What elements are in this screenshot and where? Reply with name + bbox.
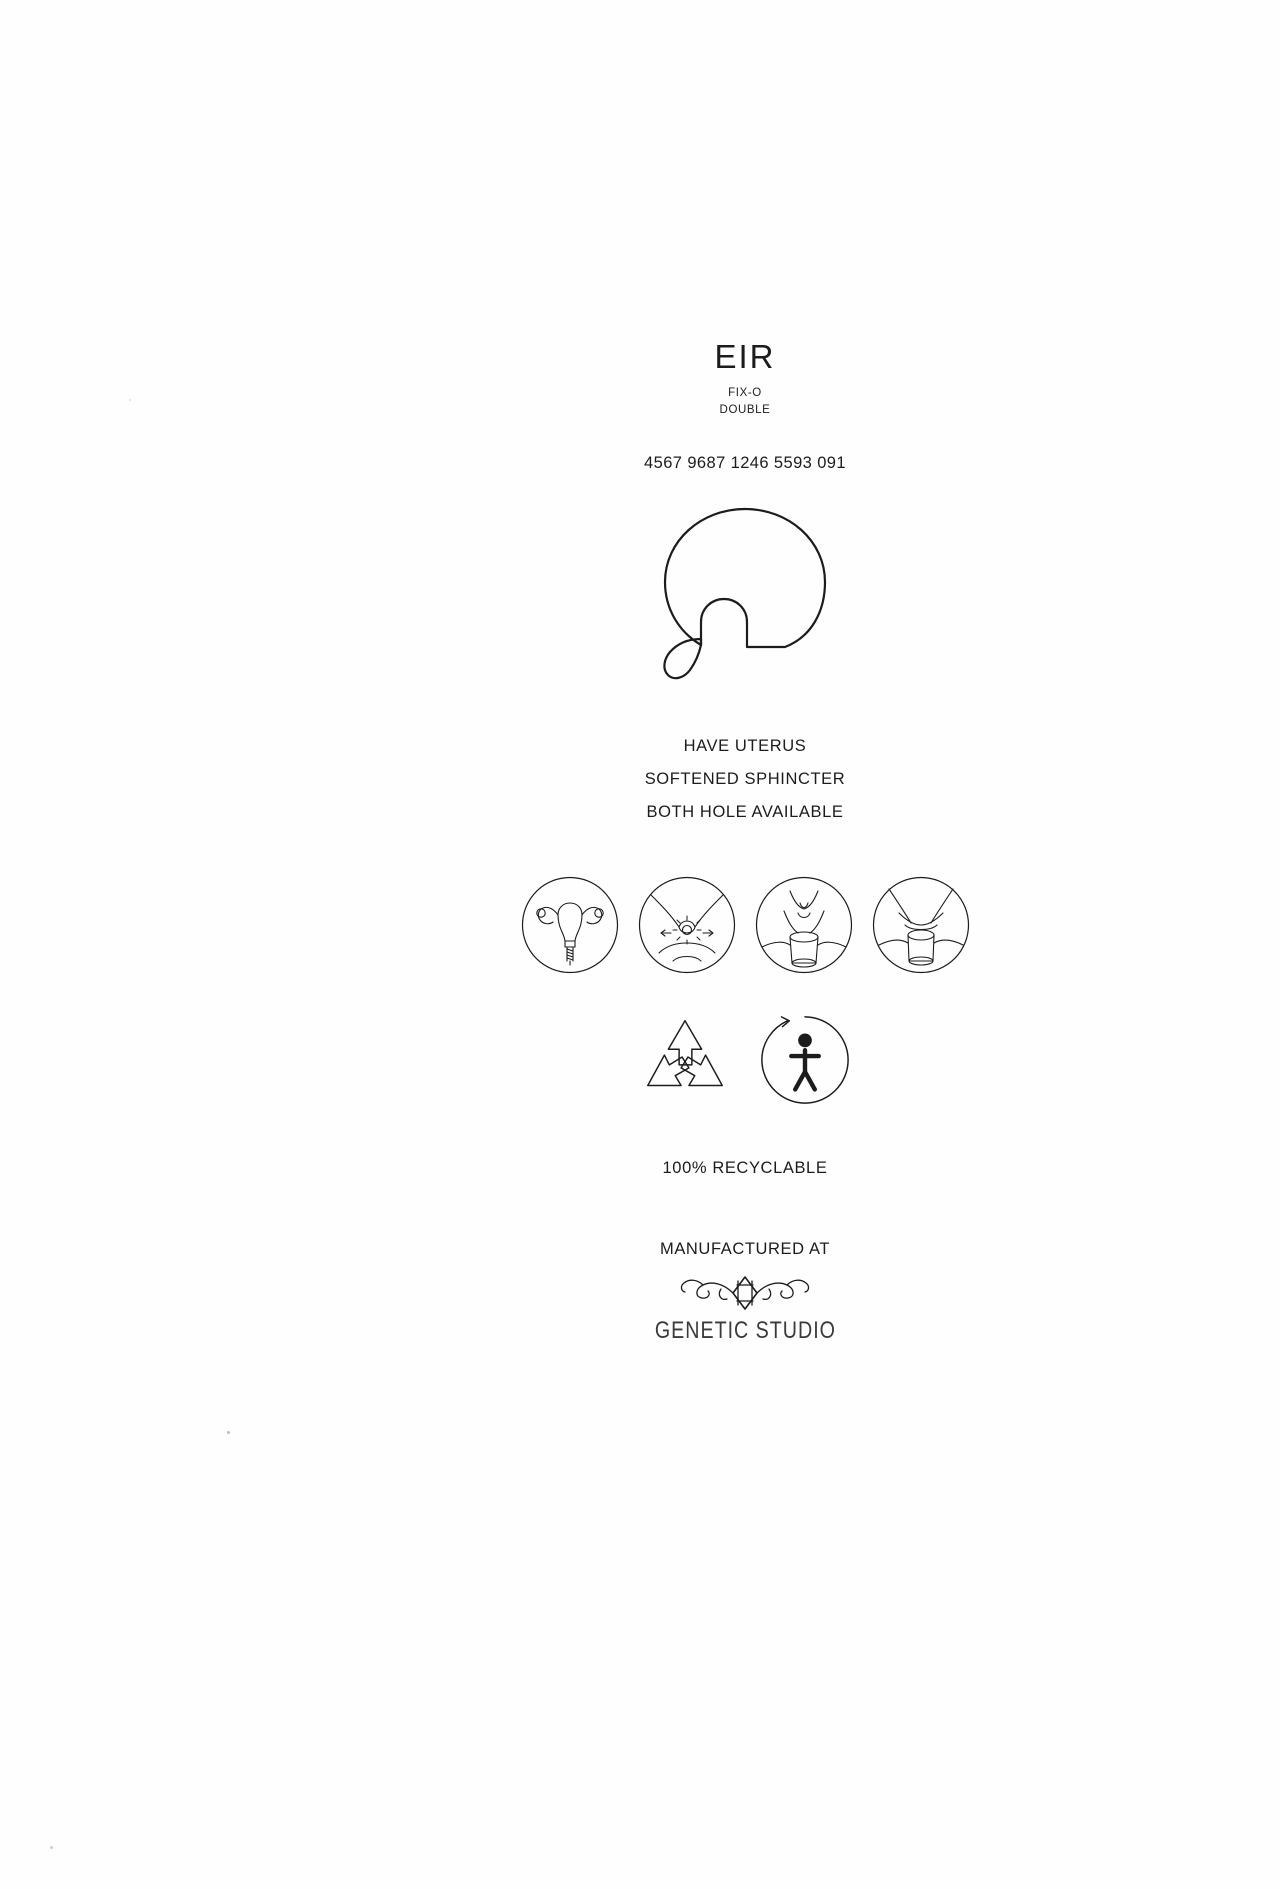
claim-item: SOFTENED SPHINCTER: [644, 770, 846, 789]
model-line-1: FIX-O: [728, 387, 762, 399]
manufactured-label: MANUFACTURED AT: [659, 1240, 831, 1259]
serial-code: 4567 9687 1246 5593 091: [644, 454, 846, 473]
feature-icon-row: [520, 875, 971, 975]
paper-speck: [129, 399, 131, 401]
paper-speck: [227, 1431, 230, 1434]
recycling-arrows-icon: [636, 1011, 734, 1109]
ornamental-flourish-icon: [675, 1271, 815, 1315]
claims-list: [645, 730, 846, 829]
brand-name: EIR: [714, 338, 776, 375]
insertion-cup-front-icon: [754, 875, 854, 975]
label-content: [520, 0, 970, 1345]
insertion-cup-rear-icon: [871, 875, 971, 975]
paper-speck: [50, 1846, 53, 1849]
symbol-row: [636, 1011, 854, 1109]
model-designation: [720, 385, 771, 418]
model-line-2: DOUBLE: [719, 403, 771, 416]
recyclable-text: 100% RECYCLABLE: [662, 1159, 828, 1178]
manufacturer-name: GENETIC STUDIO: [654, 1317, 836, 1345]
claim-item: HAVE UTERUS: [683, 737, 807, 756]
hero-uterus-silhouette-icon: [645, 503, 845, 688]
human-figure-in-circle-icon: [756, 1011, 854, 1109]
dilated-sphincter-icon: [637, 875, 737, 975]
uterus-anatomy-icon: [520, 875, 620, 975]
claim-item: BOTH HOLE AVAILABLE: [646, 803, 844, 822]
